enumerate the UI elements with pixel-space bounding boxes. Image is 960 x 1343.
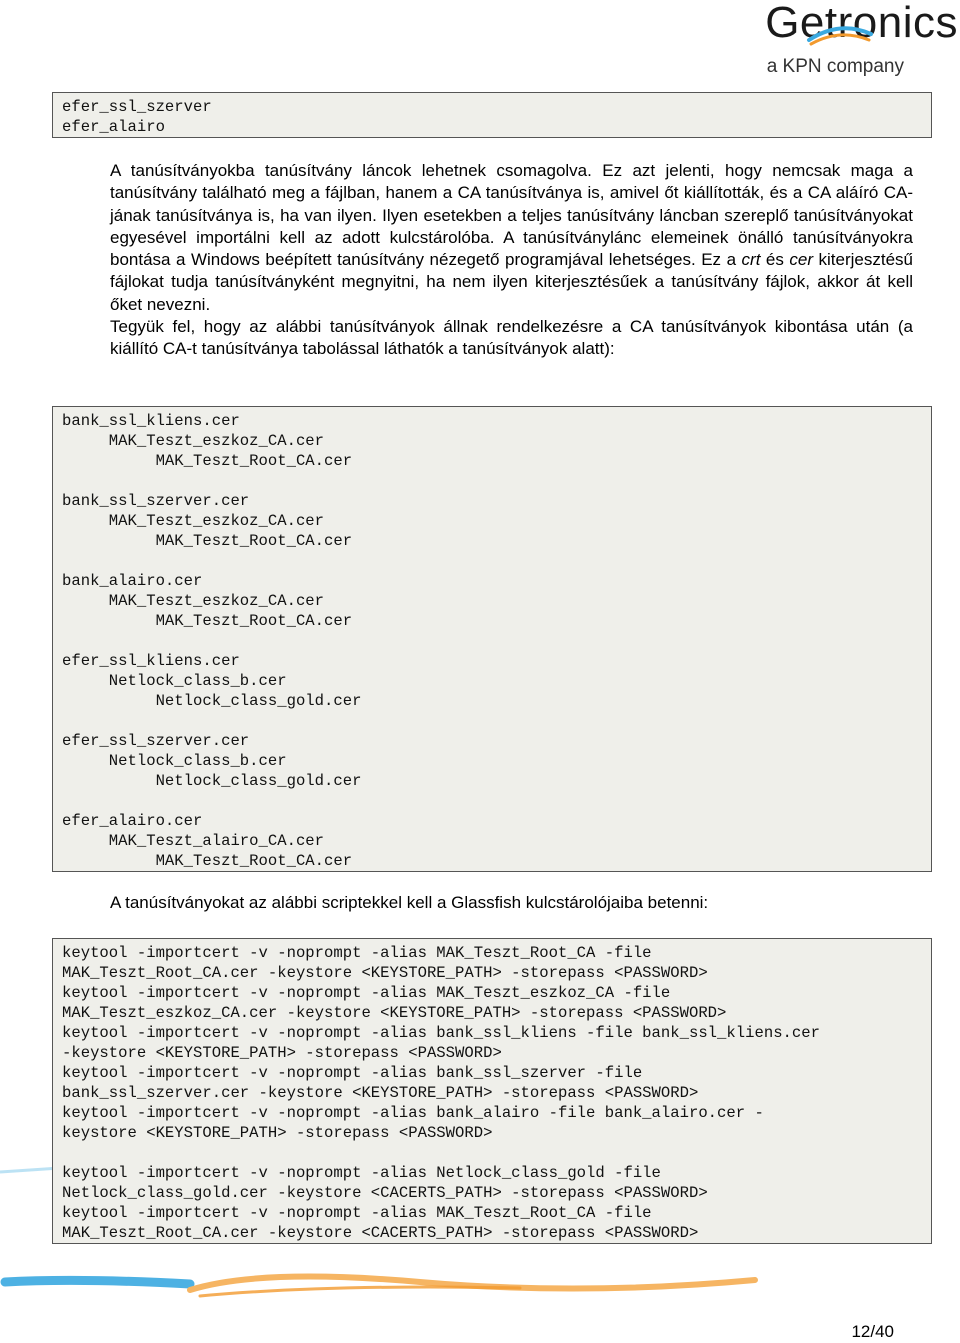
certificate-chain-list <box>52 406 932 872</box>
code-line: efer_alairo <box>62 118 165 136</box>
page-number: 12/40 <box>851 1322 894 1341</box>
code-line: MAK_Teszt_Root_CA.cer -keystore <KEYSTORE_PATH> -storepass <PASSWORD> <box>62 964 708 982</box>
code-line: Netlock_class_gold.cer <box>62 772 362 790</box>
paragraph-assumption: Tegyük fel, hogy az alábbi tanúsítványok állnak rendelkezésre a CA tanúsítványok kibontása után (a kiállító CA-t tanúsítványa tabolással láthatók a tanúsítványok alatt): <box>110 317 913 359</box>
code-line <box>62 551 922 571</box>
code-block-top <box>52 92 932 138</box>
code-line: MAK_Teszt_Root_CA.cer <box>62 612 353 630</box>
code-line: MAK_Teszt_Root_CA.cer <box>62 452 353 470</box>
code-line: bank_alairo.cer <box>62 572 203 590</box>
code-line: keytool -importcert -v -noprompt -alias MAK_Teszt_Root_CA -file <box>62 944 652 962</box>
code-line: MAK_Teszt_alairo_CA.cer <box>62 832 325 850</box>
code-line: keytool -importcert -v -noprompt -alias bank_ssl_szerver -file <box>62 1064 643 1082</box>
keytool-script-block <box>52 938 932 1244</box>
logo-tagline: a KPN company <box>766 56 904 77</box>
code-line: bank_ssl_szerver.cer -keystore <KEYSTORE_PATH> -storepass <PASSWORD> <box>62 1084 699 1102</box>
cer-extension: cer <box>789 250 814 270</box>
code-line: MAK_Teszt_eszkoz_CA.cer <box>62 592 325 610</box>
code-line: MAK_Teszt_Root_CA.cer <box>62 852 353 870</box>
code-line: Netlock_class_b.cer <box>62 752 287 770</box>
paragraph-text-a: A tanúsítványokba tanúsítvány láncok lehetnek csomagolva. Ez azt jelenti, hogy nemcsak maga a tanúsítvány található meg a fájlban, hanem a CA tanúsítványa is, amivel őt kiállították, és a CA aláíró CA-jának tanúsítványa is, ha van ilyen. Ilyen esetekben a teljes tanúsítvány láncban szereplő tanúsítványokat egyesével importálni kell az adott kulcstárolóba. A tanúsítványlánc elemeinek önálló tanúsítványokra bontása a Windows beépített tanúsítvány nézegető programjával lehetséges. Ez a <box>110 161 913 270</box>
code-line: Netlock_class_gold.cer -keystore <CACERTS_PATH> -storepass <PASSWORD> <box>62 1184 708 1202</box>
logo-wordmark: Getronics <box>765 0 958 47</box>
code-line: MAK_Teszt_eszkoz_CA.cer -keystore <KEYSTORE_PATH> -storepass <PASSWORD> <box>62 1004 727 1022</box>
code-line: Netlock_class_gold.cer <box>62 692 362 710</box>
code-line: keytool -importcert -v -noprompt -alias Netlock_class_gold -file <box>62 1164 661 1182</box>
company-logo <box>708 0 958 82</box>
code-line <box>62 711 922 731</box>
code-line: keytool -importcert -v -noprompt -alias bank_alairo -file bank_alairo.cer - <box>62 1104 764 1122</box>
code-line: keystore <KEYSTORE_PATH> -storepass <PASSWORD> <box>62 1124 493 1142</box>
code-line <box>62 631 922 651</box>
code-line: bank_ssl_szerver.cer <box>62 492 250 510</box>
code-line: MAK_Teszt_Root_CA.cer -keystore <CACERTS_PATH> -storepass <PASSWORD> <box>62 1224 699 1242</box>
code-line: keytool -importcert -v -noprompt -alias bank_ssl_kliens -file bank_ssl_kliens.cer <box>62 1024 820 1042</box>
code-line: MAK_Teszt_eszkoz_CA.cer <box>62 512 325 530</box>
body-paragraph <box>110 160 913 361</box>
crt-extension: crt <box>741 250 761 270</box>
code-line: -keystore <KEYSTORE_PATH> -storepass <PASSWORD> <box>62 1044 502 1062</box>
logo-swoosh-icon <box>805 10 875 50</box>
code-line: efer_ssl_szerver.cer <box>62 732 250 750</box>
script-intro-text: A tanúsítványokat az alábbi scriptekkel kell a Glassfish kulcstárolójaiba betenni: <box>110 893 709 912</box>
code-line: bank_ssl_kliens.cer <box>62 412 240 430</box>
paragraph-intro <box>110 160 913 316</box>
paragraph-text-b: kiterjesztésű fájlokat tudja tanúsítványként megnyitni, ha nem ilyen kiterjesztésűek a tanúsítvány fájlok, akkor át kell őket nevezni. <box>110 250 913 314</box>
code-line: keytool -importcert -v -noprompt -alias MAK_Teszt_Root_CA -file <box>62 1204 652 1222</box>
code-line: efer_ssl_szerver <box>62 98 212 116</box>
code-line: keytool -importcert -v -noprompt -alias MAK_Teszt_eszkoz_CA -file <box>62 984 671 1002</box>
code-line <box>62 1143 922 1163</box>
code-line: MAK_Teszt_eszkoz_CA.cer <box>62 432 325 450</box>
paragraph-and: és <box>760 250 790 270</box>
code-line <box>62 791 922 811</box>
code-line: efer_ssl_kliens.cer <box>62 652 240 670</box>
code-line: efer_alairo.cer <box>62 812 203 830</box>
code-line: MAK_Teszt_Root_CA.cer <box>62 532 353 550</box>
code-line: Netlock_class_b.cer <box>62 672 287 690</box>
code-line <box>62 471 922 491</box>
